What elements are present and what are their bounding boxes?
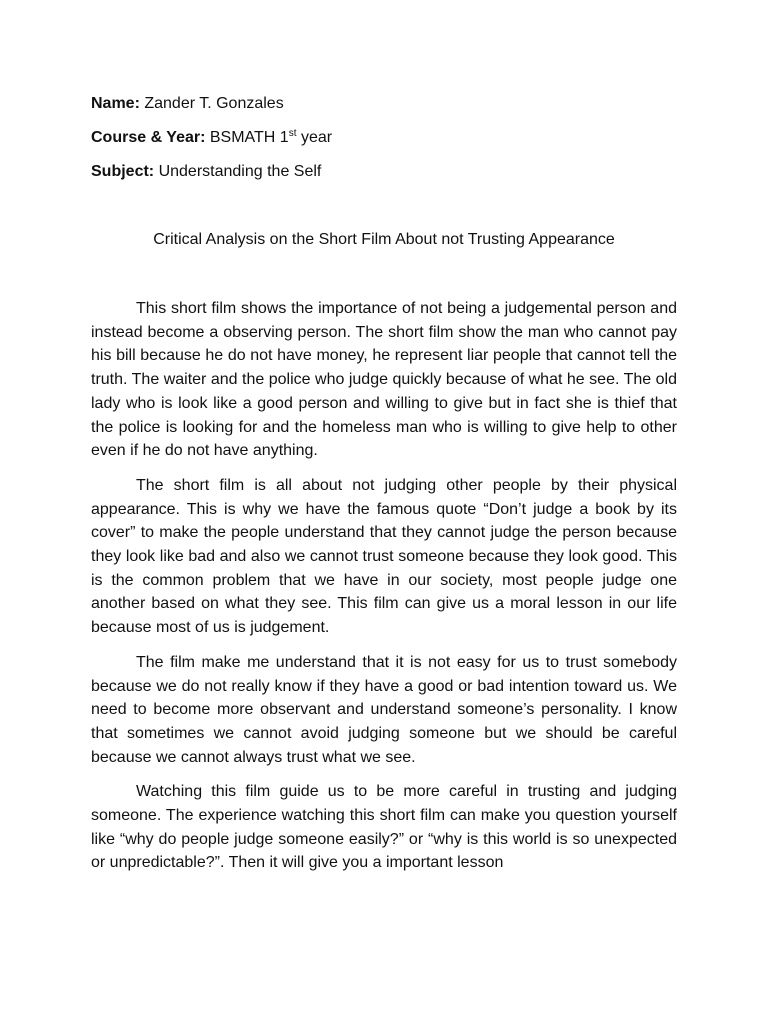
course-year-line — [91, 128, 691, 148]
document-title: Critical Analysis on the Short Film About not Trusting Appearance — [153, 231, 615, 248]
subject-line — [91, 162, 691, 182]
course-value-prefix: BSMATH 1 — [209, 129, 289, 146]
name-label: Name: — [91, 95, 140, 112]
course-value-suffix: year — [300, 129, 333, 146]
name-line — [91, 94, 691, 114]
paragraph-3: The film make me understand that it is not easy for us to trust somebody because we do not really know if they have a good or bad intention toward us. We need to become more observant and understand someone’s personality. I know that sometimes we cannot avoid judging someone but we should be careful because we cannot always trust what we see. — [91, 653, 677, 766]
paragraph-2: The short film is all about not judging other people by their physical appearance. This is why we have the famous quote “Don’t judge a book by its cover” to make the people understand that they cannot judge the person because they look like bad and also we cannot trust someone because they look good. This is the common problem that we have in our society, most people judge one another based on what they see. This film can give us a moral lesson in our life because most of us is judgement. — [91, 476, 677, 637]
name-value: Zander T. Gonzales — [144, 95, 284, 112]
paragraph-1: This short film shows the importance of not being a judgemental person and instead become a observing person. The short film show the man who cannot pay his bill because he do not have money, he represent liar people that cannot tell the truth. The waiter and the police who judge quickly because of what he see. The old lady who is look like a good person and willing to give but in fact she is thief that the police is looking for and the homeless man who is willing to give help to other even if he do not have anything. — [91, 300, 677, 460]
body-text — [91, 297, 677, 886]
subject-value: Understanding the Self — [158, 163, 322, 180]
course-value-superscript: st — [288, 128, 297, 139]
subject-label: Subject: — [91, 163, 155, 180]
course-year-label: Course & Year: — [91, 129, 206, 146]
paragraph-4: Watching this film guide us to be more careful in trusting and judging someone. The experience watching this short film can make you question yourself like “why do people judge someone easily?” or “why is this world is so unexpected or unpredictable?”. Then it will give you a important lesson — [91, 783, 677, 872]
